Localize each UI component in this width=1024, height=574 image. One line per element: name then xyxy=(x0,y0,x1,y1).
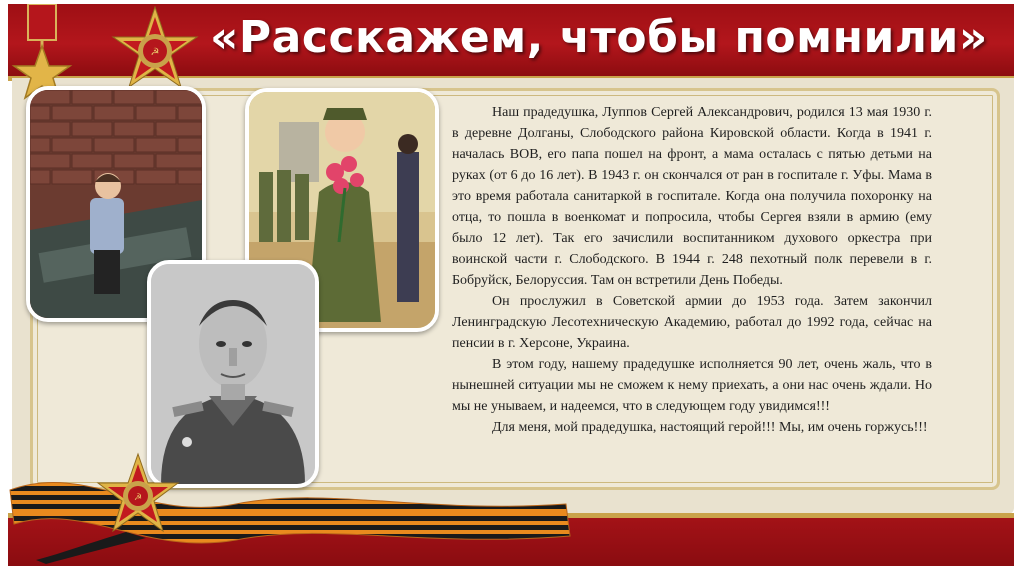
story-paragraph: В этом году, нашему прадедушке исполняется 90 лет, очень жаль, что в нынешней ситуации мы не сможем к нему приехать, а они нас очень ждали. Но мы не унываем, и надеемся, что в следующем году увидимся!!! xyxy=(452,357,932,414)
story-paragraph: Для меня, мой прадедушка, настоящий герой!!! Мы, им очень горжусь!!! xyxy=(492,420,928,435)
story-text xyxy=(452,102,932,482)
story-paragraph: Он прослужил в Советской армии до 1953 года. Затем закончил Ленинградскую Лесотехническую Академию, работал до 1992 года, сейчас на пенсии в г. Херсоне, Украина. xyxy=(452,294,932,351)
story-paragraph: Наш прадедушка, Луппов Сергей Александрович, родился 13 мая 1930 г. в деревне Долганы, Слободского района Кировской области. Когда в 1941 г. началась ВОВ, его папа пошел на фронт, а мама осталась с пятью детьми на руках (от 6 до 16 лет). В 1943 г. он скончался от ран в госпитале г. Уфы. Мама в это время работала санитаркой в госпитале. Когда она получила похоронку на отца, то пошла в военкомат и попросила, чтобы Сергея взяли в армию (ему было 12 лет). Так его зачислили воспитанником духового оркестра при воинской части г. Слободского. В 1944 г. 248 пехотный полк перевели в г. Бобруйск, Белоруссия. Там он встретили День Победы. xyxy=(452,105,932,288)
svg-text:☭: ☭ xyxy=(150,47,160,58)
svg-text:☭: ☭ xyxy=(133,492,143,502)
st-george-ribbon-icon xyxy=(6,452,586,564)
slide-title: «Расскажем, чтобы помнили» xyxy=(210,12,988,63)
order-of-patriotic-war-icon xyxy=(100,6,210,96)
